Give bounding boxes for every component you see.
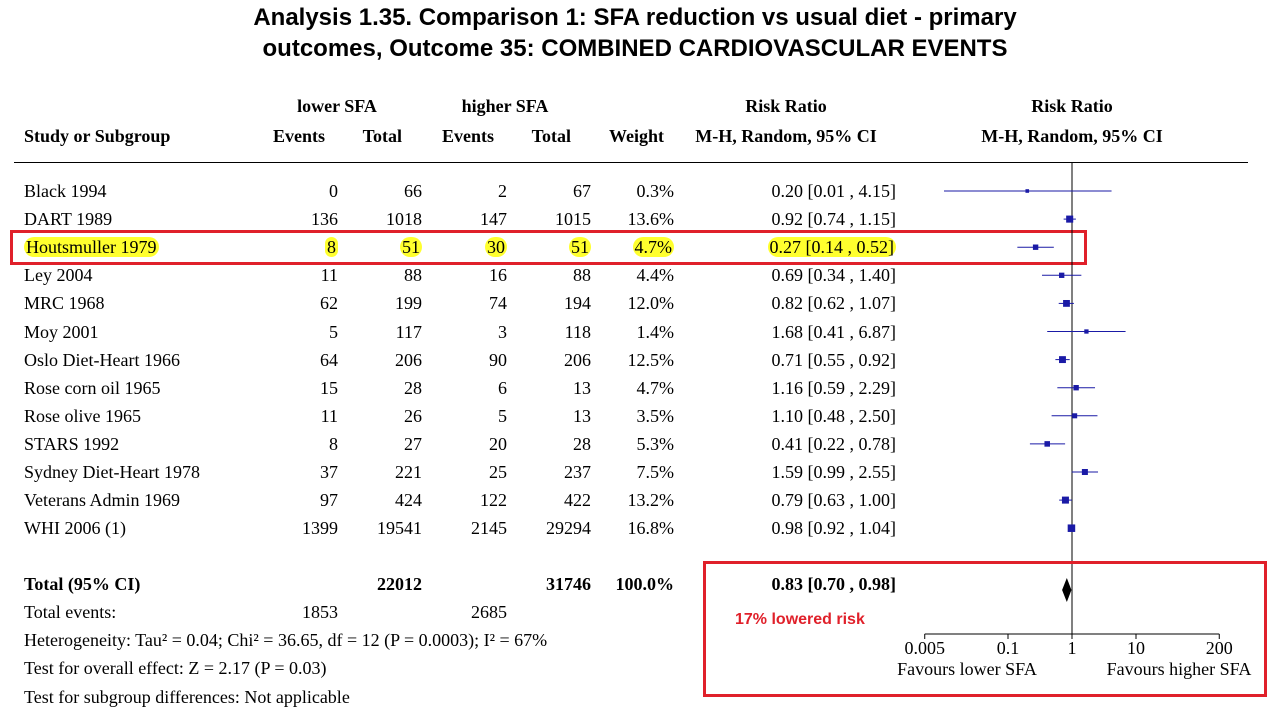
cell-t2-text: 88 bbox=[573, 265, 591, 286]
header-higher-sfa: higher SFA bbox=[461, 96, 549, 116]
cell-t2-text: 237 bbox=[564, 462, 591, 482]
header-total-higher: Total bbox=[531, 126, 571, 146]
point-estimate bbox=[1033, 245, 1038, 250]
cell-ci-text: 0.20 [0.01 , 4.15] bbox=[771, 181, 896, 201]
cell-t1-text: 221 bbox=[395, 462, 422, 482]
cell-name-text: DART 1989 bbox=[24, 209, 113, 230]
total-events-label: Total events: bbox=[24, 602, 117, 622]
header-events-higher: Events bbox=[441, 126, 494, 146]
cell-e1-text: 62 bbox=[320, 293, 338, 314]
cell-t1-text: 117 bbox=[395, 321, 422, 342]
cell-ci-text: 0.79 [0.63 , 1.00] bbox=[771, 490, 896, 511]
heterogeneity-text: Heterogeneity: Tau² = 0.04; Chi² = 36.65, df = 12 (P = 0.0003); I² = 67% bbox=[24, 630, 548, 650]
cell-t2-text: 194 bbox=[564, 293, 591, 314]
cell-e2-text: 90 bbox=[489, 349, 507, 370]
cell-weight-text: 12.5% bbox=[627, 349, 674, 370]
cell-t1-text: 424 bbox=[395, 490, 422, 511]
cell-t2-text: 13 bbox=[573, 377, 591, 398]
cell-ci-text: 1.59 [0.99 , 2.55] bbox=[771, 462, 896, 482]
cell-t1-text: 19541 bbox=[377, 518, 422, 539]
cell-e1-text: 15 bbox=[320, 377, 338, 398]
x-tick-label: 200 bbox=[1205, 638, 1233, 658]
cell-name-text: Ley 2004 bbox=[24, 265, 93, 286]
cell-name-text: Moy 2001 bbox=[24, 321, 99, 342]
cell-e1-text: 0 bbox=[329, 181, 338, 201]
overall-effect-text: Test for overall effect: Z = 2.17 (P = 0.03) bbox=[24, 658, 327, 678]
cell-name-text: WHI 2006 (1) bbox=[24, 518, 126, 539]
cell-name-text: Rose corn oil 1965 bbox=[24, 377, 161, 398]
cell-t2-text: 29294 bbox=[546, 518, 591, 539]
chart-title-line-1: Analysis 1.35. Comparison 1: SFA reduction vs usual diet - primary bbox=[253, 4, 1017, 31]
point-estimate bbox=[1025, 189, 1029, 193]
cell-e1-text: 1399 bbox=[302, 518, 338, 539]
subgroup-text: Test for subgroup differences: Not applicable bbox=[24, 687, 350, 707]
cell-t2-text: 51 bbox=[571, 237, 589, 258]
cell-weight-text: 12.0% bbox=[627, 293, 674, 314]
point-estimate bbox=[1068, 524, 1076, 532]
cell-ci-text: 0.69 [0.34 , 1.40] bbox=[771, 265, 896, 286]
pooled-effect-box bbox=[703, 561, 1267, 697]
total-label: Total (95% CI) bbox=[24, 574, 141, 594]
cell-ci-text: 0.71 [0.55 , 0.92] bbox=[771, 349, 896, 370]
x-tick-label: 10 bbox=[1127, 638, 1145, 658]
point-estimate bbox=[1062, 497, 1069, 504]
cell-e2-text: 2 bbox=[498, 181, 507, 201]
cell-t1-text: 88 bbox=[404, 265, 422, 286]
total-events-lower: 1853 bbox=[302, 602, 338, 622]
point-estimate bbox=[1063, 300, 1070, 307]
cell-ci-text: 1.10 [0.48 , 2.50] bbox=[771, 405, 896, 426]
cell-t1-text: 28 bbox=[404, 377, 422, 398]
cell-ci-text: 1.68 [0.41 , 6.87] bbox=[771, 321, 896, 342]
cell-e1-text: 64 bbox=[320, 349, 338, 370]
cell-t2-text: 1015 bbox=[555, 209, 591, 230]
point-estimate bbox=[1059, 273, 1064, 278]
cell-name-text: Rose olive 1965 bbox=[24, 405, 141, 426]
cell-weight-text: 5.3% bbox=[636, 433, 674, 454]
study-marks bbox=[944, 189, 1126, 532]
total-higher: 31746 bbox=[546, 574, 591, 594]
cell-e1-text: 11 bbox=[320, 405, 338, 426]
total-weight: 100.0% bbox=[615, 574, 674, 594]
cell-e2-text: 122 bbox=[480, 490, 507, 511]
cell-t1-text: 51 bbox=[402, 237, 420, 258]
cell-e2-text: 30 bbox=[487, 237, 505, 258]
cell-t1-text: 206 bbox=[395, 349, 422, 370]
cell-e2-text: 2145 bbox=[471, 518, 507, 539]
cell-e2-text: 25 bbox=[489, 462, 507, 482]
cell-ci-text: 0.82 [0.62 , 1.07] bbox=[771, 293, 896, 314]
cell-t1-text: 27 bbox=[404, 433, 422, 454]
cell-e1-text: 37 bbox=[320, 462, 338, 482]
cell-e2-text: 6 bbox=[498, 377, 507, 398]
header-method: M-H, Random, 95% CI bbox=[695, 126, 877, 146]
cell-weight-text: 0.3% bbox=[636, 181, 674, 201]
cell-weight-text: 7.5% bbox=[636, 462, 674, 482]
cell-weight-text: 4.7% bbox=[636, 377, 674, 398]
cell-weight-text: 13.6% bbox=[627, 209, 674, 230]
cell-t2-text: 422 bbox=[564, 490, 591, 511]
cell-ci-text: 0.27 [0.14 , 0.52] bbox=[769, 237, 894, 258]
header-risk-ratio-plot: Risk Ratio bbox=[1031, 96, 1113, 116]
cell-ci-text: 1.16 [0.59 , 2.29] bbox=[771, 377, 896, 398]
point-estimate bbox=[1084, 329, 1088, 333]
x-tick-label: 1 bbox=[1067, 638, 1077, 658]
cell-t2-text: 13 bbox=[573, 405, 591, 426]
cell-weight-text: 13.2% bbox=[627, 490, 674, 511]
cell-e2-text: 20 bbox=[489, 433, 507, 454]
cell-e2-text: 147 bbox=[480, 209, 507, 230]
cell-ci-text: 0.98 [0.92 , 1.04] bbox=[771, 518, 896, 539]
point-estimate bbox=[1059, 356, 1066, 363]
total-lower: 22012 bbox=[377, 574, 422, 594]
cell-t2-text: 67 bbox=[573, 181, 591, 201]
header-total-lower: Total bbox=[362, 126, 402, 146]
x-label-favours-higher: Favours higher SFA bbox=[1106, 659, 1252, 679]
cell-e2-text: 74 bbox=[489, 293, 507, 314]
cell-name-text: Oslo Diet-Heart 1966 bbox=[24, 349, 180, 370]
cell-name-text: Sydney Diet-Heart 1978 bbox=[24, 462, 200, 482]
cell-e1-text: 5 bbox=[329, 321, 338, 342]
total-events-higher: 2685 bbox=[471, 602, 507, 622]
cell-weight-text: 3.5% bbox=[636, 405, 674, 426]
cell-t1-text: 66 bbox=[404, 181, 422, 201]
point-estimate bbox=[1073, 385, 1078, 390]
chart-title-line-2: outcomes, Outcome 35: COMBINED CARDIOVASCULAR EVENTS bbox=[262, 35, 1008, 62]
cell-weight-text: 1.4% bbox=[636, 321, 674, 342]
header-events-lower: Events bbox=[272, 126, 325, 146]
cell-t1-text: 26 bbox=[404, 405, 422, 426]
point-estimate bbox=[1082, 469, 1088, 475]
cell-e1-text: 8 bbox=[327, 237, 336, 258]
total-ci: 0.83 [0.70 , 0.98] bbox=[771, 574, 896, 594]
cell-weight-text: 4.4% bbox=[636, 265, 674, 286]
cell-name-text: STARS 1992 bbox=[24, 433, 120, 454]
x-label-favours-lower: Favours lower SFA bbox=[897, 659, 1037, 679]
point-estimate bbox=[1072, 413, 1077, 418]
header-lower-sfa: lower SFA bbox=[297, 96, 377, 116]
cell-e2-text: 3 bbox=[498, 321, 507, 342]
header-study: Study or Subgroup bbox=[24, 126, 171, 146]
cell-e2-text: 16 bbox=[489, 265, 507, 286]
header-weight: Weight bbox=[608, 126, 664, 146]
cell-weight-text: 4.7% bbox=[634, 237, 672, 258]
cell-t2-text: 206 bbox=[564, 349, 591, 370]
cell-name-text: Veterans Admin 1969 bbox=[24, 490, 180, 511]
header-method-plot: M-H, Random, 95% CI bbox=[981, 126, 1163, 146]
cell-e1-text: 11 bbox=[320, 265, 338, 286]
x-tick-label: 0.1 bbox=[996, 638, 1020, 658]
x-tick-label: 0.005 bbox=[904, 638, 945, 658]
cell-e1-text: 136 bbox=[311, 209, 338, 230]
cell-e1-text: 8 bbox=[329, 433, 338, 454]
point-estimate bbox=[1044, 441, 1050, 447]
cell-ci-text: 0.92 [0.74 , 1.15] bbox=[771, 209, 896, 230]
cell-name-text: MRC 1968 bbox=[24, 293, 105, 314]
cell-weight-text: 16.8% bbox=[627, 518, 674, 539]
cell-t2-text: 28 bbox=[573, 433, 591, 454]
cell-name-text: Houtsmuller 1979 bbox=[26, 237, 157, 258]
cell-e1-text: 97 bbox=[320, 490, 338, 511]
cell-t1-text: 1018 bbox=[386, 209, 422, 230]
annotation-lowered-risk: 17% lowered risk bbox=[735, 611, 865, 628]
cell-t2-text: 118 bbox=[564, 321, 591, 342]
header-risk-ratio: Risk Ratio bbox=[745, 96, 827, 116]
cell-e2-text: 5 bbox=[498, 405, 507, 426]
point-estimate bbox=[1066, 216, 1073, 223]
cell-t1-text: 199 bbox=[395, 293, 422, 314]
cell-name-text: Black 1994 bbox=[24, 181, 107, 201]
cell-ci-text: 0.41 [0.22 , 0.78] bbox=[771, 433, 896, 454]
